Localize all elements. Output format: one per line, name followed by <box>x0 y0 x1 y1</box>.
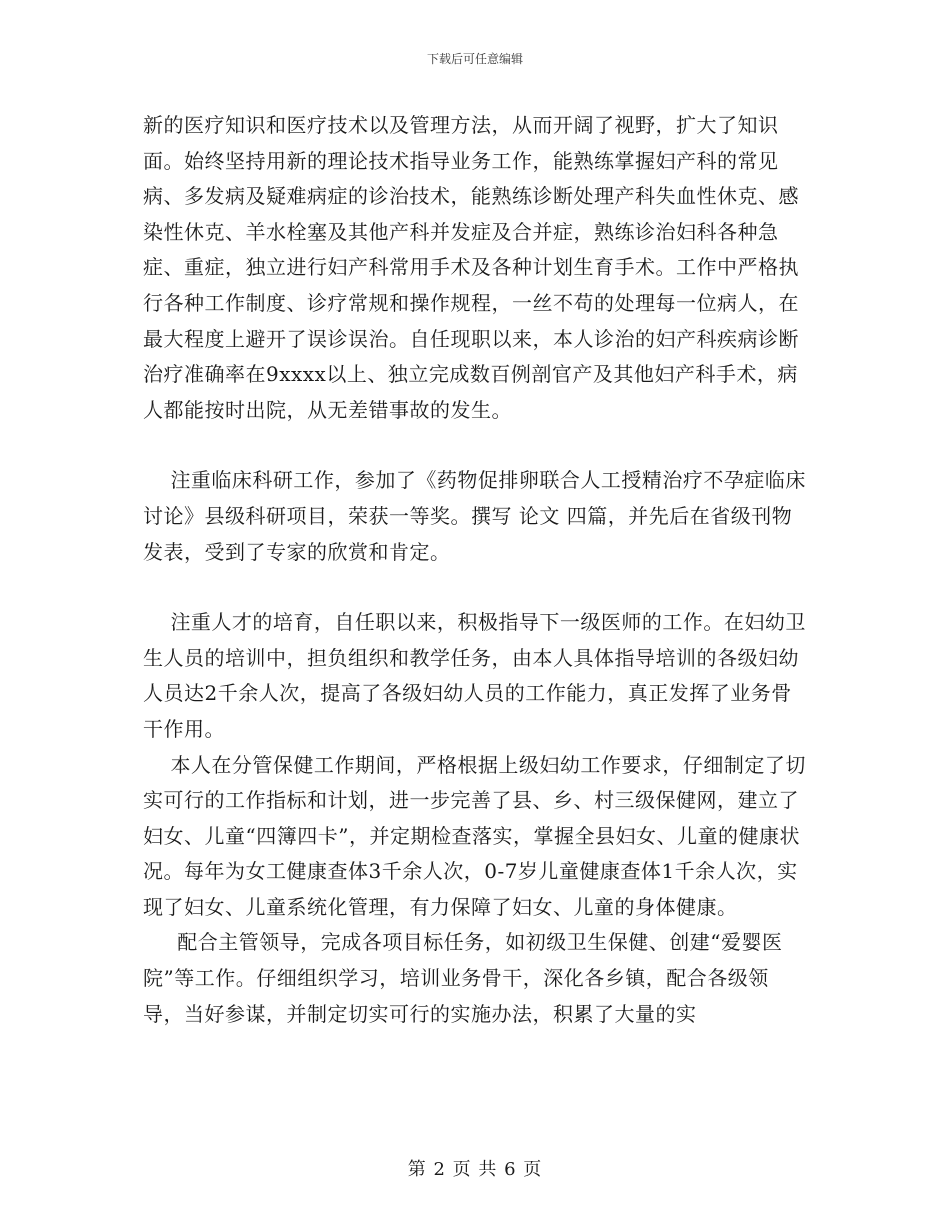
document-body <box>143 108 809 1032</box>
paragraph-research: 注重临床科研工作，参加了《药物促排卵联合人工授精治疗不孕症临床讨论》县级科研项目，荣获一等奖。撰写 论文 四篇，并先后在省级刊物发表，受到了专家的欣赏和肯定。 <box>143 468 806 564</box>
paragraph-coordination: 配合主管领导，完成各项目标任务，如初级卫生保健、创建“爱婴医院”等工作。仔细组织学习，培训业务骨干，深化各乡镇，配合各级领导，当好参谋，并制定切实可行的实施办法，积累了大量的实 <box>143 930 783 1026</box>
paragraph-training: 注重人才的培育，自任职以来，积极指导下一级医师的工作。在妇幼卫生人员的培训中，担负组织和教学任务，由本人具体指导培训的各级妇幼人员达2千余人次，提高了各级妇幼人员的工作能力，真正发挥了业务骨干作用。 <box>143 610 806 741</box>
paragraph-gap <box>143 428 809 463</box>
paragraph-health-care: 本人在分管保健工作期间，严格根据上级妇幼工作要求，仔细制定了切实可行的工作指标和计划，进一步完善了县、乡、村三级保健网，建立了妇女、儿童“四簿四卡”，并定期检查落实，掌握全县妇女、儿童的健康状况。每年为女工健康查体3千余人次，0-7岁儿童健康查体1千余人次，实现了妇女、儿童系统化管理，有力保障了妇女、儿童的身体健康。 <box>143 752 806 919</box>
page-header: 下载后可任意编辑 <box>426 52 523 66</box>
paragraph-medical-skills: 新的医疗知识和医疗技术以及管理方法，从而开阔了视野，扩大了知识面。始终坚持用新的理论技术指导业务工作，能熟练掌握妇产科的常见病、多发病及疑难病症的诊治技术，能熟练诊断处理产科失血性休克、感染性休克、羊水栓塞及其他产科并发症及合并症，熟练诊治妇科各种急症、重症，独立进行妇产科常用手术及各种计划生育手术。工作中严格执行各种工作制度、诊疗常规和操作规程，一丝不苟的处理每一位病人，在最大程度上避开了误诊误治。自任现职以来，本人诊治的妇产科疾病诊断治疗准确率在9xxxx以上、独立完成数百例剖官产及其他妇产科手术，病人都能按时出院，从无差错事故的发生。 <box>143 113 799 422</box>
page-number: 第 2 页 共 6 页 <box>407 1159 543 1180</box>
paragraph-gap <box>143 570 809 605</box>
